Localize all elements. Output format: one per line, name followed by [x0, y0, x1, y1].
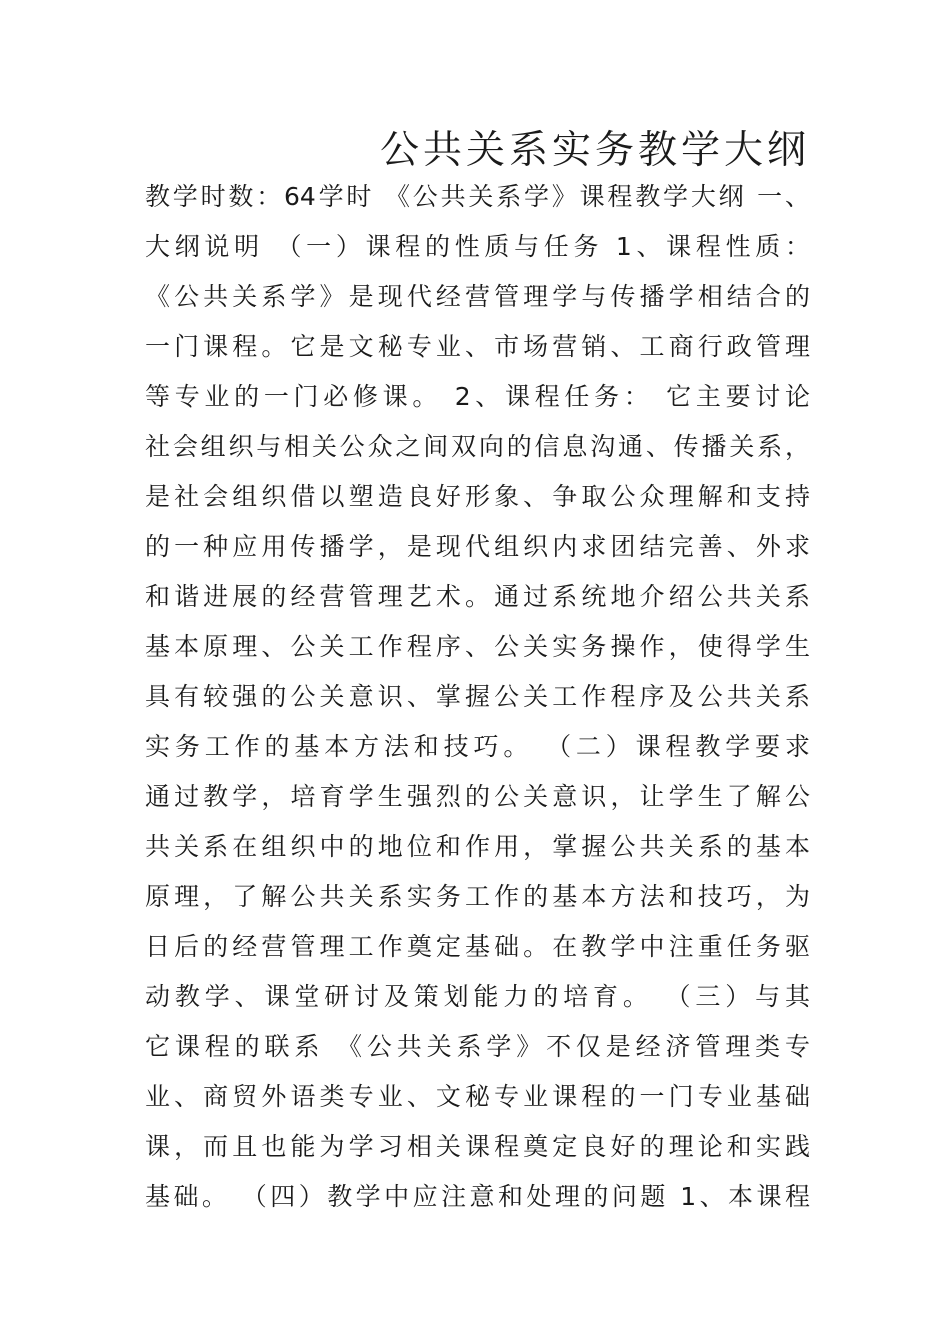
body-line-14: 共关系在组织中的地位和作用，掌握公共关系的基本	[145, 832, 810, 861]
body-line-17: 动教学、课堂研讨及策划能力的培育。 （三）与其	[145, 982, 810, 1011]
body-line-21: 基础。 （四）教学中应注意和处理的问题 1、本课程	[145, 1182, 810, 1211]
body-line-11: 具有较强的公关意识、掌握公关工作程序及公共关系	[145, 682, 810, 711]
body-line-8: 的一种应用传播学，是现代组织内求团结完善、外求	[145, 532, 810, 561]
body-line-10: 基本原理、公关工作程序、公关实务操作，使得学生	[145, 632, 810, 661]
body-line-15: 原理，了解公共关系实务工作的基本方法和技巧，为	[145, 882, 810, 911]
body-line-18: 它课程的联系 《公共关系学》不仅是经济管理类专	[145, 1032, 810, 1061]
body-line-2: 大纲说明 （一）课程的性质与任务 1、课程性质：	[145, 232, 810, 261]
document-body	[145, 172, 810, 1222]
body-line-9: 和谐进展的经营管理艺术。通过系统地介绍公共关系	[145, 582, 810, 611]
body-line-20: 课，而且也能为学习相关课程奠定良好的理论和实践	[145, 1132, 810, 1161]
body-line-1: 教学时数：64学时 《公共关系学》课程教学大纲 一、	[145, 182, 810, 211]
body-line-19: 业、商贸外语类专业、文秘专业课程的一门专业基础	[145, 1082, 810, 1111]
body-line-16: 日后的经营管理工作奠定基础。在教学中注重任务驱	[145, 932, 810, 961]
body-line-3: 《公共关系学》是现代经营管理学与传播学相结合的	[145, 282, 810, 311]
body-line-13: 通过教学，培育学生强烈的公关意识，让学生了解公	[145, 782, 810, 811]
body-line-6: 社会组织与相关公众之间双向的信息沟通、传播关系，	[145, 432, 810, 461]
body-line-5: 等专业的一门必修课。 2、课程任务： 它主要讨论	[145, 382, 810, 411]
body-line-4: 一门课程。它是文秘专业、市场营销、工商行政管理	[145, 332, 810, 361]
document-title: 公共关系实务教学大纲	[379, 128, 810, 173]
body-line-12: 实务工作的基本方法和技巧。 （二）课程教学要求	[145, 732, 810, 761]
body-line-7: 是社会组织借以塑造良好形象、争取公众理解和支持	[145, 482, 810, 511]
